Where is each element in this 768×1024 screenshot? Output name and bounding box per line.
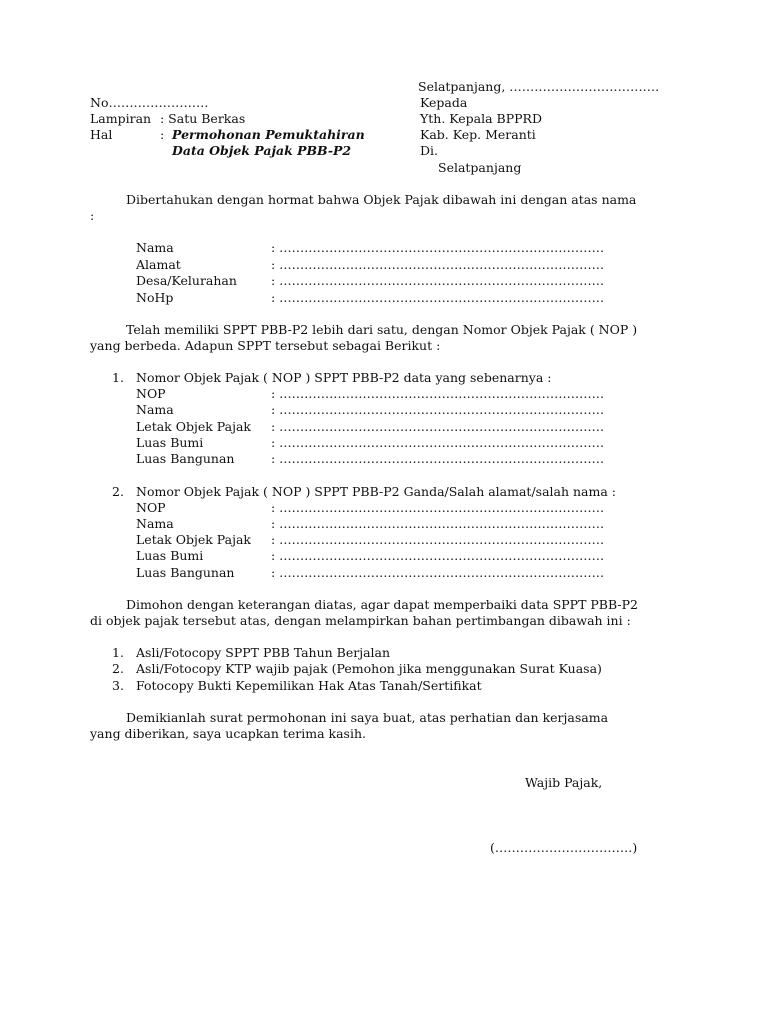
attachment-item: Asli/Fotocopy KTP wajib pajak (Pemohon jika menggunakan Surat Kuasa) — [136, 661, 602, 676]
nop-section-2-title: Nomor Objek Pajak ( NOP ) SPPT PBB-P2 Ganda/Salah alamat/salah nama : — [136, 484, 616, 499]
place-date: Selatpanjang, ……………………………… — [418, 79, 660, 94]
request-para-line1: Dimohon dengan keterangan diatas, agar dapat memperbaiki data SPPT PBB-P2 — [126, 597, 638, 612]
field-label: Letak Objek Pajak — [136, 419, 251, 434]
recipient-title: Yth. Kepala BPPRD — [420, 111, 542, 126]
lampiran-value: : Satu Berkas — [160, 111, 246, 126]
field-value: : …………………………………………………………………… — [271, 548, 605, 563]
recipient-city: Selatpanjang — [438, 160, 522, 175]
hal-label: Hal — [90, 127, 113, 142]
field-label: Alamat — [136, 257, 181, 272]
field-label: Nama — [136, 402, 174, 417]
hal-subject-line1: Permohonan Pemuktahiran — [172, 127, 365, 142]
field-label: NOP — [136, 500, 166, 515]
field-label: Desa/Kelurahan — [136, 273, 237, 288]
field-value: : …………………………………………………………………… — [271, 565, 605, 580]
field-value: : …………………………………………………………………… — [271, 435, 605, 450]
field-value: : …………………………………………………………………… — [271, 386, 605, 401]
sppt-para-line1: Telah memiliki SPPT PBB-P2 lebih dari satu, dengan Nomor Objek Pajak ( NOP ) — [126, 322, 638, 337]
field-label: NOP — [136, 386, 166, 401]
field-value: : …………………………………………………………………… — [271, 516, 605, 531]
field-label: Luas Bumi — [136, 548, 204, 563]
intro-line2: : — [90, 208, 95, 223]
hal-colon: : — [160, 127, 165, 142]
recipient-kepada: Kepada — [420, 95, 468, 110]
sppt-para-line2: yang berbeda. Adapun SPPT tersebut sebagai Berikut : — [90, 338, 441, 353]
field-value: : …………………………………………………………………… — [271, 532, 605, 547]
signature-name-placeholder: (……………………………) — [490, 840, 638, 855]
nop-section-2-number: 2. — [112, 484, 124, 499]
field-label: Luas Bangunan — [136, 451, 235, 466]
field-label: Nama — [136, 240, 174, 255]
field-label: NoHp — [136, 290, 174, 305]
request-para-line2: di objek pajak tersebut atas, dengan melampirkan bahan pertimbangan dibawah ini : — [90, 613, 631, 628]
field-value: : …………………………………………………………………… — [271, 419, 605, 434]
recipient-region: Kab. Kep. Meranti — [420, 127, 536, 142]
field-value: : …………………………………………………………………… — [271, 273, 605, 288]
field-label: Luas Bangunan — [136, 565, 235, 580]
attachment-number: 3. — [112, 678, 124, 693]
intro-line1: Dibertahukan dengan hormat bahwa Objek Pajak dibawah ini dengan atas nama — [126, 192, 637, 207]
closing-line1: Demikianlah surat permohonan ini saya buat, atas perhatian dan kerjasama — [126, 710, 609, 725]
field-label: Letak Objek Pajak — [136, 532, 251, 547]
field-value: : …………………………………………………………………… — [271, 240, 605, 255]
nop-section-1-number: 1. — [112, 370, 124, 385]
closing-line2: yang diberikan, saya ucapkan terima kasih. — [90, 726, 366, 741]
attachment-number: 2. — [112, 661, 124, 676]
letter-number: No…………………… — [90, 95, 209, 110]
attachment-number: 1. — [112, 645, 124, 660]
field-label: Nama — [136, 516, 174, 531]
field-value: : …………………………………………………………………… — [271, 257, 605, 272]
field-value: : …………………………………………………………………… — [271, 402, 605, 417]
field-value: : …………………………………………………………………… — [271, 500, 605, 515]
attachment-item: Asli/Fotocopy SPPT PBB Tahun Berjalan — [136, 645, 391, 660]
field-value: : …………………………………………………………………… — [271, 290, 605, 305]
attachment-item: Fotocopy Bukti Kepemilikan Hak Atas Tanah/Sertifikat — [136, 678, 482, 693]
recipient-di: Di. — [420, 143, 438, 158]
field-value: : …………………………………………………………………… — [271, 451, 605, 466]
nop-section-1-title: Nomor Objek Pajak ( NOP ) SPPT PBB-P2 data yang sebenarnya : — [136, 370, 552, 385]
hal-subject-line2: Data Objek Pajak PBB-P2 — [172, 143, 352, 158]
field-label: Luas Bumi — [136, 435, 204, 450]
signature-title: Wajib Pajak, — [525, 775, 603, 790]
lampiran-label: Lampiran — [90, 111, 152, 126]
